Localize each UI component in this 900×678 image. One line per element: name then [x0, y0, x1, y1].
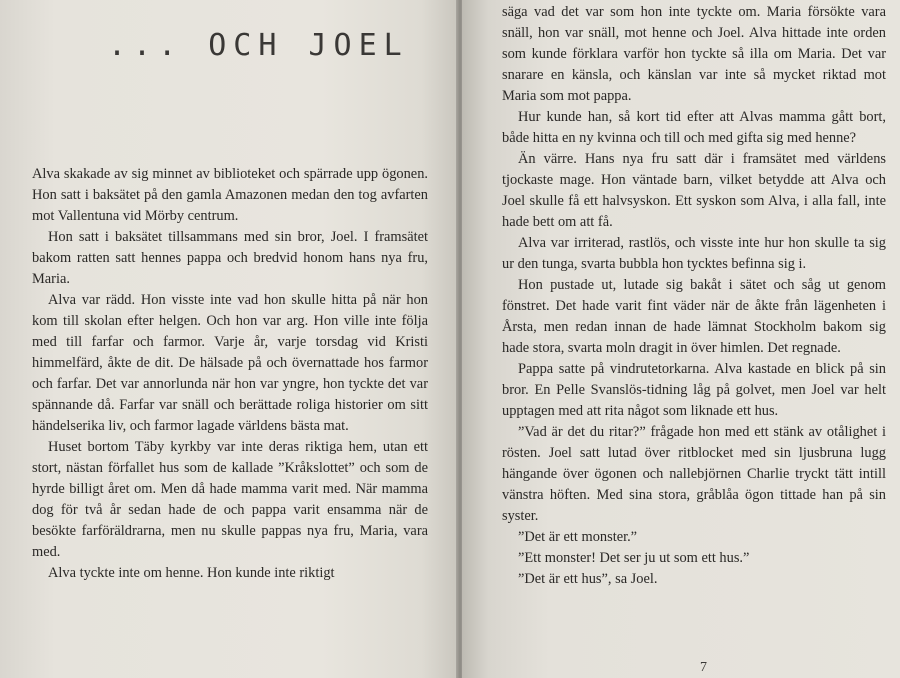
paragraph: Huset bortom Täby kyrkby var inte deras riktiga hem, utan ett stort, nästan förfallet hus som de kallade ”Kråkslottet” och som de hyrde billigt året om. Men då hade mamma varit med. När mamma dog för två år sedan hade de och pappa varit ensamma när de besökte farföräldrarna, men nu skulle pappas nya fru, Maria, vara med. [32, 439, 428, 560]
paragraph: ”Det är ett hus”, sa Joel. [518, 571, 658, 587]
paragraph: Än värre. Hans nya fru satt där i framsätet med världens tjockaste mage. Hon väntade barn, vilket betydde att Alva och Joel skulle få ett halvsyskon. Ett syskon som Alva, i alla fall, inte hade bett om att få. [502, 151, 886, 230]
paragraph: ”Vad är det du ritar?” frågade hon med ett stänk av otålighet i rösten. Joel satt lutad över ritblocket med sin ljusbruna lugg hängande över ögonen och nallebjörnen Charlie tryckt tätt intill vänstra höften. Med sina stora, gråblåa ögon tittade han på sin syster. [502, 424, 886, 524]
paragraph: Alva tyckte inte om henne. Hon kunde inte riktigt [48, 565, 335, 581]
paragraph: ”Ett monster! Det ser ju ut som ett hus.” [518, 550, 750, 566]
paragraph: ”Det är ett monster.” [518, 529, 638, 545]
right-page [462, 0, 900, 678]
page-number: 7 [700, 660, 707, 675]
left-page-text [32, 164, 428, 584]
paragraph: Hon pustade ut, lutade sig bakåt i sätet och såg ut genom fönstret. Det hade varit fint väder när de åkte från lägenheten i Årsta, men redan innan de hade lämnat Stockholm bakom sig hade stora, svarta moln dragit in över himlen. Det regnade. [502, 277, 886, 356]
paragraph: Hur kunde han, så kort tid efter att Alvas mamma gått bort, både hitta en ny kvinna och till och med gifta sig med henne? [502, 109, 886, 146]
right-page-text [502, 2, 886, 590]
chapter-title: ... OCH JOEL [108, 28, 409, 63]
paragraph: Alva var irriterad, rastlös, och visste inte hur hon skulle ta sig ur den tunga, svarta bubbla hon tycktes befinna sig i. [502, 235, 886, 272]
paragraph: Alva var rädd. Hon visste inte vad hon skulle hitta på när hon kom till skolan efter helgen. Och hon var arg. Hon ville inte följa med till farfar och farmor. Varje år, varje torsdag vid Kristi himmelfärd, åkte de dit. De hälsade på och övernattade hos farmor och farfar. Det var annorlunda när hon var yngre, hon tyckte det var spännande då. Farfar var snäll och berättade roliga historier om sitt händelserika liv, och farmor lagade världens bästa mat. [32, 292, 428, 434]
paragraph: Hon satt i baksätet tillsammans med sin bror, Joel. I framsätet bakom ratten satt hennes pappa och bredvid honom hans nya fru, Maria. [32, 229, 428, 287]
paragraph: Alva skakade av sig minnet av biblioteket och spärrade upp ögonen. Hon satt i baksätet på den gamla Amazonen medan den tog avfarten mot Vallentuna vid Mörby centrum. [32, 166, 428, 224]
paragraph: säga vad det var som hon inte tyckte om. Maria försökte vara snäll, hon var snäll, mot henne och Joel. Alva hittade inte orden som kunde förklara varför hon tyckte så illa om Maria. Det var snarare en känsla, och känslan var inte så mycket riktad mot Maria som mot pappa. [502, 4, 886, 104]
paragraph: Pappa satte på vindrutetorkarna. Alva kastade en blick på sin bror. En Pelle Svanslös-tidning låg på golvet, men Joel var helt upptagen med att rita något som liknade ett hus. [502, 361, 886, 419]
